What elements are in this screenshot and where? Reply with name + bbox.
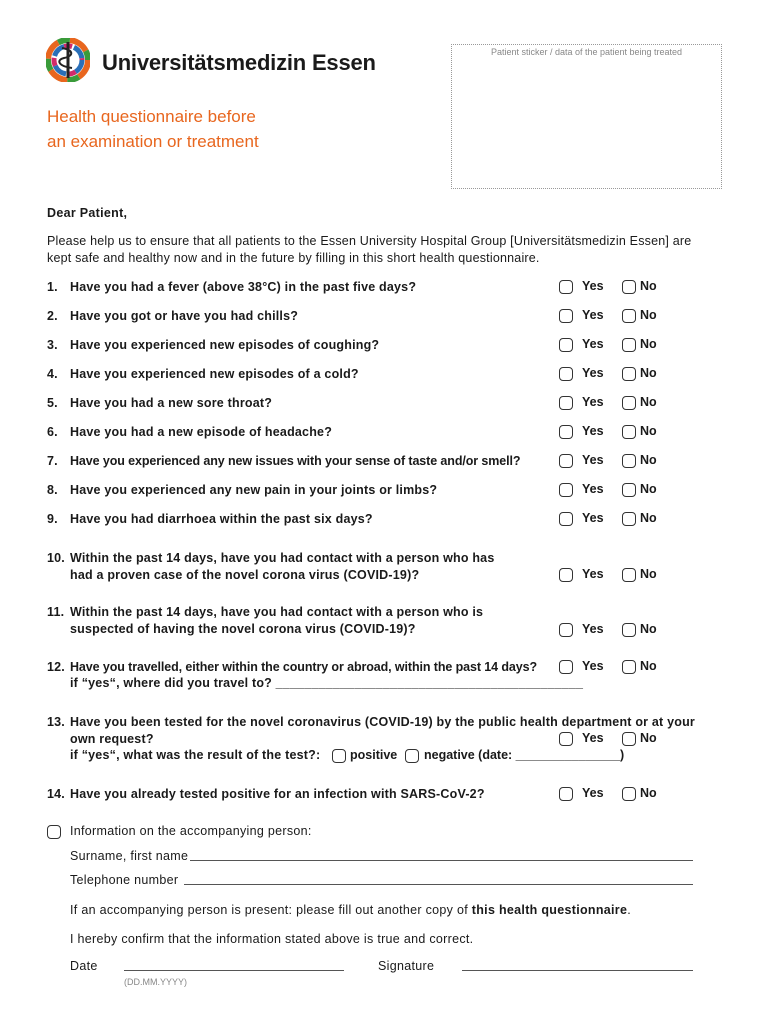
yes-checkbox-q2[interactable] [559, 309, 573, 323]
no-checkbox-q2[interactable] [622, 309, 636, 323]
no-label: No [640, 279, 657, 293]
no-checkbox-q14[interactable] [622, 787, 636, 801]
question-8 [47, 482, 567, 499]
title-line-1: Health questionnaire before [47, 107, 256, 126]
no-label: No [640, 366, 657, 380]
yes-checkbox-q10[interactable] [559, 568, 573, 582]
confirmation-text: I hereby confirm that the information stated above is true and correct. [70, 932, 474, 946]
no-checkbox-q7[interactable] [622, 454, 636, 468]
signature-label: Signature [378, 959, 435, 973]
no-label: No [640, 731, 657, 745]
question-text: Have you experienced new episodes of a cold? [70, 367, 359, 381]
no-label: No [640, 308, 657, 322]
telephone-label: Telephone number [70, 873, 179, 887]
note-end: . [627, 903, 631, 917]
question-6 [47, 424, 567, 441]
question-number: 7. [47, 454, 58, 468]
positive-checkbox[interactable] [332, 749, 346, 763]
question-number: 9. [47, 512, 58, 526]
date-format-hint: (DD.MM.YYYY) [124, 977, 187, 987]
yes-checkbox-q8[interactable] [559, 483, 573, 497]
no-label: No [640, 567, 657, 581]
no-label: No [640, 622, 657, 636]
no-checkbox-q12[interactable] [622, 660, 636, 674]
question-text: Have you travelled, either within the country or abroad, within the past 14 days? [70, 660, 538, 674]
no-label: No [640, 659, 657, 673]
yes-checkbox-q3[interactable] [559, 338, 573, 352]
no-label: No [640, 395, 657, 409]
question-13 [47, 714, 707, 748]
question-number: 8. [47, 483, 58, 497]
yes-label: Yes [582, 659, 604, 673]
no-checkbox-q11[interactable] [622, 623, 636, 637]
question-text: Have you had diarrhoea within the past six days? [70, 512, 373, 526]
question-number: 1. [47, 280, 58, 294]
no-label: No [640, 453, 657, 467]
yes-checkbox-q6[interactable] [559, 425, 573, 439]
question-number: 11. [47, 605, 65, 619]
question-text: Have you experienced new episodes of coughing? [70, 338, 380, 352]
yes-checkbox-q1[interactable] [559, 280, 573, 294]
no-checkbox-q10[interactable] [622, 568, 636, 582]
yes-checkbox-q9[interactable] [559, 512, 573, 526]
title-line-2: an examination or treatment [47, 132, 259, 151]
yes-checkbox-q4[interactable] [559, 367, 573, 381]
question-number: 12. [47, 660, 65, 674]
patient-sticker-box[interactable] [451, 44, 722, 189]
no-checkbox-q6[interactable] [622, 425, 636, 439]
question-text: Have you experienced any new issues with your sense of taste and/or smell? [70, 454, 521, 468]
yes-checkbox-q7[interactable] [559, 454, 573, 468]
question-text: Within the past 14 days, have you had contact with a person who has had a proven case of the novel corona virus (COVID-19)? [70, 551, 495, 582]
yes-label: Yes [582, 482, 604, 496]
no-checkbox-q3[interactable] [622, 338, 636, 352]
university-logo-icon [46, 38, 90, 82]
yes-label: Yes [582, 366, 604, 380]
question-number: 14. [47, 787, 65, 801]
no-checkbox-q4[interactable] [622, 367, 636, 381]
question-text: Have you had a new sore throat? [70, 396, 273, 410]
yes-checkbox-q14[interactable] [559, 787, 573, 801]
surname-label: Surname, first name [70, 849, 189, 863]
yes-label: Yes [582, 395, 604, 409]
no-label: No [640, 337, 657, 351]
brand-name: Universitätsmedizin Essen [102, 50, 376, 75]
yes-label: Yes [582, 424, 604, 438]
yes-label: Yes [582, 567, 604, 581]
date-label: Date [70, 959, 98, 973]
yes-checkbox-q12[interactable] [559, 660, 573, 674]
no-label: No [640, 424, 657, 438]
question-10 [47, 550, 507, 584]
yes-checkbox-q11[interactable] [559, 623, 573, 637]
question-number: 2. [47, 309, 58, 323]
question-11 [47, 604, 507, 638]
question-number: 13. [47, 715, 65, 729]
no-checkbox-q5[interactable] [622, 396, 636, 410]
greeting: Dear Patient, [47, 206, 128, 220]
question-12 [47, 659, 567, 676]
accompanying-person-checkbox[interactable] [47, 825, 61, 839]
positive-label: positive [350, 748, 398, 762]
question-number: 5. [47, 396, 58, 410]
question-9 [47, 511, 567, 528]
no-checkbox-q8[interactable] [622, 483, 636, 497]
test-result-prompt: if “yes“, what was the result of the test?: [70, 748, 321, 762]
question-14 [47, 786, 567, 803]
no-label: No [640, 786, 657, 800]
question-number: 6. [47, 425, 58, 439]
date-field[interactable] [124, 970, 344, 971]
travel-destination-prompt[interactable]: if “yes“, where did you travel to? ___________________________________________ [70, 676, 584, 690]
yes-label: Yes [582, 731, 604, 745]
negative-label: negative (date: _______________) [424, 748, 625, 762]
yes-label: Yes [582, 453, 604, 467]
note-text: If an accompanying person is present: please fill out another copy of [70, 903, 472, 917]
intro-text: Please help us to ensure that all patients to the Essen University Hospital Group [Universitätsmedizin Essen] are kept safe and healthy now and in the future by filling in this short health questionnaire. [47, 234, 692, 265]
question-text: Have you already tested positive for an infection with SARS-CoV-2? [70, 787, 485, 801]
yes-label: Yes [582, 308, 604, 322]
question-number: 4. [47, 367, 58, 381]
yes-checkbox-q5[interactable] [559, 396, 573, 410]
accompanying-person-label: Information on the accompanying person: [70, 824, 312, 838]
telephone-field[interactable] [184, 884, 693, 885]
question-text: Have you experienced any new pain in your joints or limbs? [70, 483, 438, 497]
negative-checkbox[interactable] [405, 749, 419, 763]
question-7 [47, 453, 567, 470]
question-3 [47, 337, 567, 354]
yes-label: Yes [582, 511, 604, 525]
surname-field[interactable] [190, 860, 693, 861]
signature-field[interactable] [462, 970, 693, 971]
question-5 [47, 395, 567, 412]
no-label: No [640, 482, 657, 496]
question-number: 10. [47, 551, 65, 565]
question-2 [47, 308, 567, 325]
question-1 [47, 279, 567, 296]
document-title [47, 104, 259, 154]
no-checkbox-q9[interactable] [622, 512, 636, 526]
question-text: Have you had a new episode of headache? [70, 425, 333, 439]
yes-label: Yes [582, 279, 604, 293]
question-number: 3. [47, 338, 58, 352]
no-checkbox-q1[interactable] [622, 280, 636, 294]
yes-label: Yes [582, 622, 604, 636]
no-label: No [640, 511, 657, 525]
sticker-label: Patient sticker / data of the patient being treated [490, 47, 683, 57]
note-bold-text: this health questionnaire [471, 903, 628, 917]
question-4 [47, 366, 567, 383]
question-text: Have you got or have you had chills? [70, 309, 299, 323]
yes-checkbox-q13[interactable] [559, 732, 573, 746]
yes-label: Yes [582, 337, 604, 351]
no-checkbox-q13[interactable] [622, 732, 636, 746]
question-text: Have you had a fever (above 38°C) in the past five days? [70, 280, 417, 294]
accompanying-note [70, 903, 631, 917]
question-text: Have you been tested for the novel coronavirus (COVID-19) by the public health department or at your own request? [70, 715, 695, 746]
question-text: Within the past 14 days, have you had contact with a person who is suspected of having the novel corona virus (COVID-19)? [70, 605, 484, 636]
yes-label: Yes [582, 786, 604, 800]
